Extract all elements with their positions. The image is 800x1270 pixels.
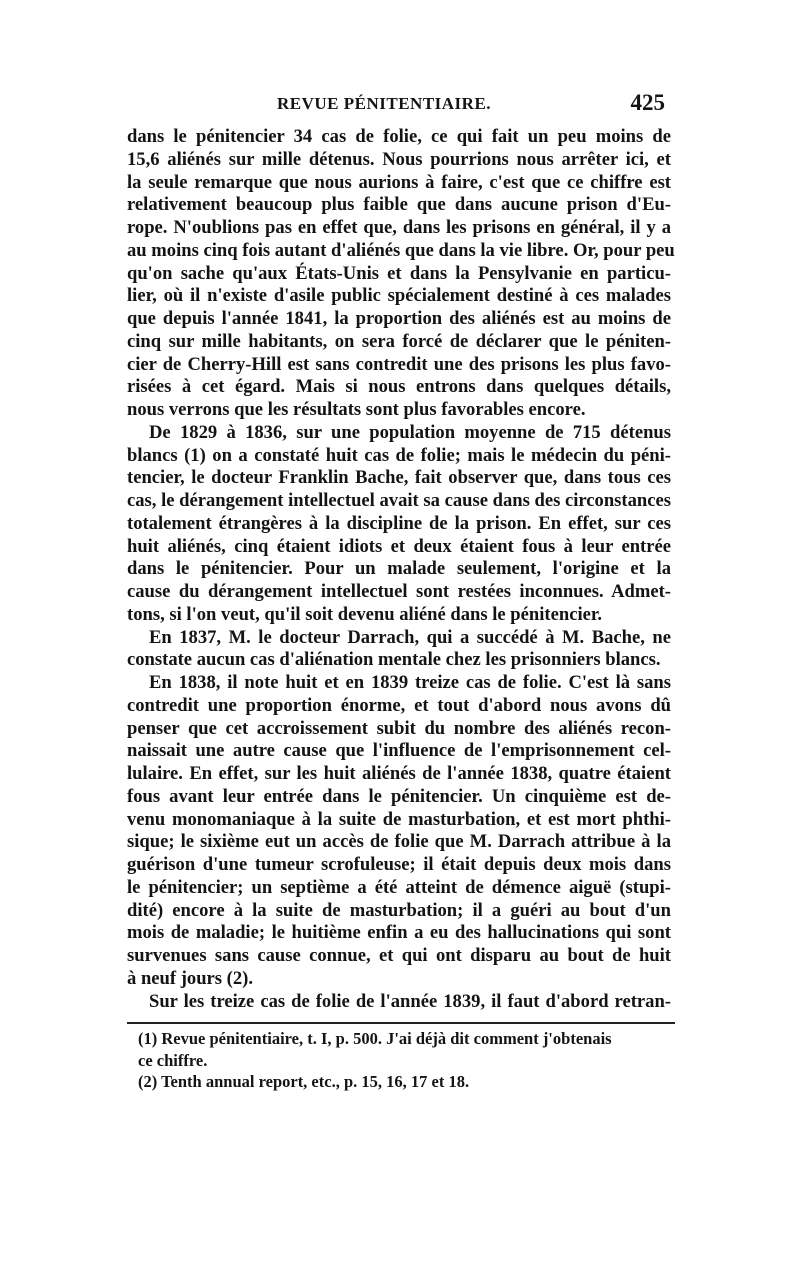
text-line: blancs (1) on a constaté huit cas de folie; mais le médecin du péni- bbox=[127, 444, 671, 466]
text-line: rope. N'oublions pas en effet que, dans les prisons en général, il y a bbox=[127, 217, 671, 238]
text-line: lier, où il n'existe d'asile public spécialement destiné à ces malades bbox=[127, 285, 671, 307]
text-line: 15,6 aliénés sur mille détenus. Nous pourrions nous arrêter ici, et bbox=[127, 148, 671, 170]
text-line: qu'on sache qu'aux États-Unis et dans la Pensylvanie en particu- bbox=[127, 262, 671, 284]
footnotes bbox=[138, 1028, 675, 1093]
footnote-line: (2) Tenth annual report, etc., p. 15, 16, 17 et 18. bbox=[138, 1072, 470, 1091]
text-line: cause du dérangement intellectuel sont restées inconnues. Admet- bbox=[127, 581, 671, 602]
text-line: En 1838, il note huit et en 1839 treize cas de folie. C'est là sans bbox=[149, 672, 671, 693]
text-line: relativement beaucoup plus faible que dans aucune prison d'Eu- bbox=[127, 194, 671, 216]
text-line: la seule remarque que nous aurions à faire, c'est que ce chiffre est bbox=[127, 171, 671, 193]
text-line: nous verrons que les résultats sont plus favorables encore. bbox=[127, 399, 586, 420]
text-line: totalement étrangères à la discipline de la prison. En effet, sur ces bbox=[127, 512, 671, 534]
text-line: fous avant leur entrée dans le pénitencier. Un cinquième est de- bbox=[127, 785, 671, 807]
text-line: venu monomaniaque à la suite de masturbation, et est mort phthi- bbox=[127, 808, 671, 830]
text-line: Sur les treize cas de folie de l'année 1839, il faut d'abord retran- bbox=[149, 990, 671, 1012]
text-line: au moins cinq fois autant d'aliénés que dans la vie libre. Or, pour peu bbox=[127, 239, 675, 261]
text-line: guérison d'une tumeur scrofuleuse; il était depuis deux mois dans bbox=[127, 854, 671, 875]
text-line: huit aliénés, cinq étaient idiots et deux étaient fous à leur entrée bbox=[127, 535, 671, 557]
text-line: dans le pénitencier 34 cas de folie, ce qui fait un peu moins de bbox=[127, 126, 671, 147]
text-line: naissait une autre cause que l'influence de l'emprisonnement cel- bbox=[127, 740, 671, 762]
text-line: constate aucun cas d'aliénation mentale chez les prisonniers blancs. bbox=[127, 649, 661, 671]
footnote-line: ce chiffre. bbox=[138, 1050, 208, 1070]
footnote-line: (1) Revue pénitentiaire, t. I, p. 500. J'ai déjà dit comment j'obtenais bbox=[138, 1029, 612, 1048]
text-line: risées à cet égard. Mais si nous entrons dans quelques détails, bbox=[127, 376, 671, 398]
text-line: à neuf jours (2). bbox=[127, 967, 254, 989]
text-line: lulaire. En effet, sur les huit aliénés de l'année 1838, quatre étaient bbox=[127, 763, 671, 784]
page-number: 425 bbox=[630, 90, 665, 115]
text-line: tencier, le docteur Franklin Bache, fait observer que, dans tous ces bbox=[127, 467, 671, 489]
text-line: que depuis l'année 1841, la proportion des aliénés est au moins de bbox=[127, 308, 671, 329]
body-text bbox=[127, 126, 675, 1013]
text-line: survenues sans cause connue, et qui ont disparu au bout de huit bbox=[127, 945, 671, 966]
text-line: dité) encore à la suite de masturbation; il a guéri au bout d'un bbox=[127, 899, 671, 921]
text-line: cinq sur mille habitants, on sera forcé de déclarer que le péniten- bbox=[127, 330, 671, 352]
text-line: sique; le sixième eut un accès de folie que M. Darrach attribue à la bbox=[127, 831, 671, 853]
text-line: tons, si l'on veut, qu'il soit devenu aliéné dans le pénitencier. bbox=[127, 603, 603, 625]
text-line: le pénitencier; un septième a été atteint de démence aiguë (stupi- bbox=[127, 876, 671, 898]
running-header bbox=[127, 90, 665, 118]
text-line: De 1829 à 1836, sur une population moyenne de 715 détenus bbox=[149, 421, 671, 443]
text-line: En 1837, M. le docteur Darrach, qui a succédé à M. Bache, ne bbox=[149, 626, 671, 648]
text-line: penser que cet accroissement subit du nombre des aliénés recon- bbox=[127, 717, 671, 739]
running-title: REVUE PÉNITENTIAIRE. bbox=[277, 94, 492, 113]
text-line: mois de maladie; le huitième enfin a eu des hallucinations qui sont bbox=[127, 922, 671, 944]
footnote-rule bbox=[127, 1022, 675, 1024]
text-line: contredit une proportion énorme, et tout d'abord nous avons dû bbox=[127, 694, 671, 716]
text-line: cas, le dérangement intellectuel avait sa cause dans des circonstances bbox=[127, 490, 671, 511]
text-line: cier de Cherry-Hill est sans contredit une des prisons les plus favo- bbox=[127, 353, 671, 375]
text-line: dans le pénitencier. Pour un malade seulement, l'origine et la bbox=[127, 558, 671, 580]
